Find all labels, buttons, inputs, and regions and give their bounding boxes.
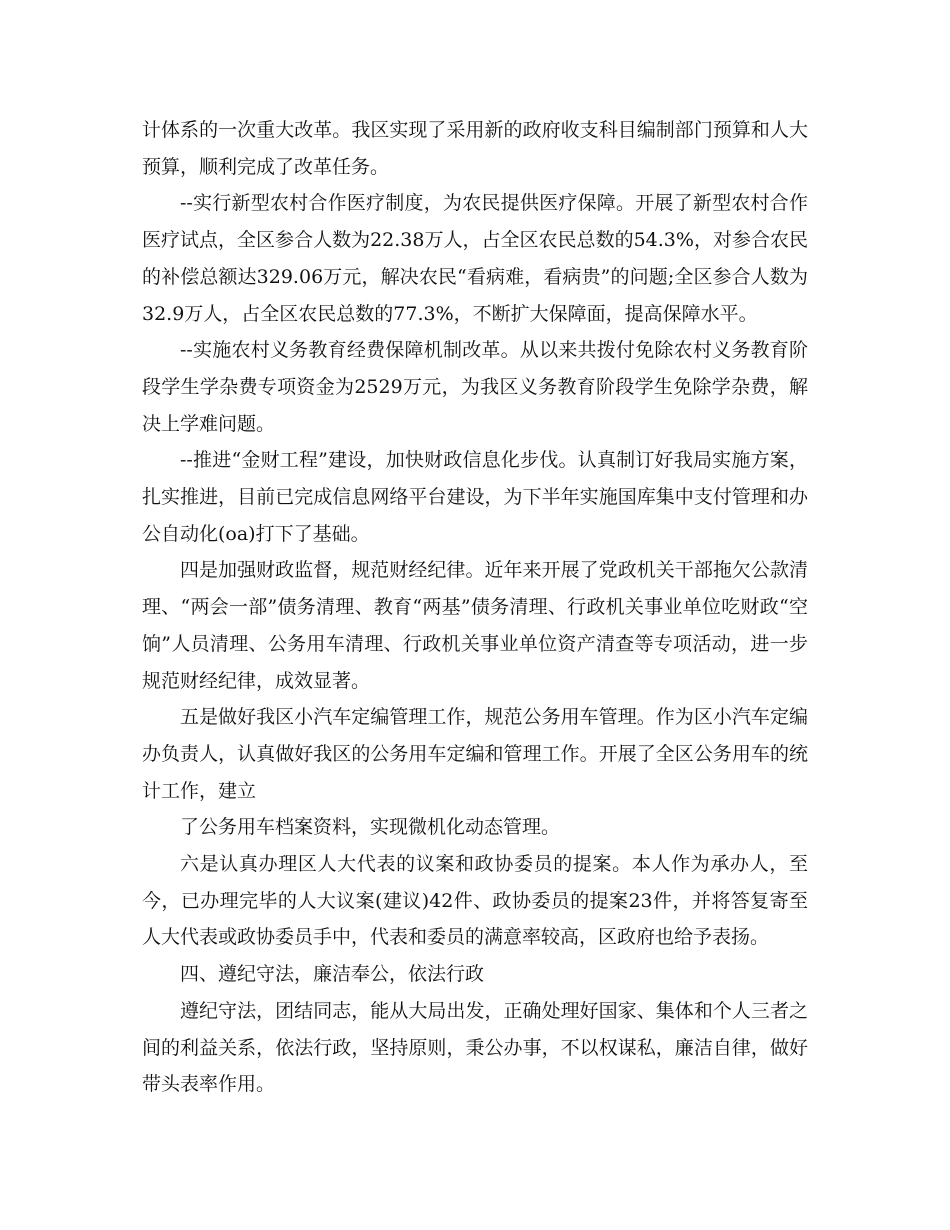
paragraph-vehicle-management: 五是做好我区小汽车定编管理工作，规范公务用车管理。作为区小汽车定编办负责人，认真做好我区的公务用车定编和管理工作。开展了全区公务用车的统计工作，建立 xyxy=(142,706,808,802)
section-heading-discipline: 四、遵纪守法，廉洁奉公，依法行政 xyxy=(180,963,485,986)
paragraph-financial-supervision: 四是加强财政监督，规范财经纪律。近年来开展了党政机关干部拖欠公款清理、“两会一部”债务清理、教育“两基”债务清理、行政机关事业单位吃财政“空饷”人员清理、公务用车清理、行政机关事业单位资产清查等专项活动，进一步规范财经纪律，成效显著。 xyxy=(142,559,808,692)
paragraph-rural-education: --实施农村义务教育经费保障机制改革。从以来共拨付免除农村义务教育阶段学生学杂费专项资金为2529万元，为我区义务教育阶段学生免除学杂费，解决上学难问题。 xyxy=(142,339,808,435)
document-body xyxy=(142,112,808,1103)
paragraph-rural-medical: --实行新型农村合作医疗制度，为农民提供医疗保障。开展了新型农村合作医疗试点，全区参合人数为22.38万人，占全区农民总数的54.3%，对参合农民的补偿总额达329.06万元，解决农民“看病难，看病贵”的问题;全区参合人数为32.9万人，占全区农民总数的77.3%，不断扩大保障面，提高保障水平。 xyxy=(142,192,808,325)
paragraph-proposals: 六是认真办理区人大代表的议案和政协委员的提案。本人作为承办人，至今，已办理完毕的人大议案(建议)42件、政协委员的提案23件，并将答复寄至人大代表或政协委员手中，代表和委员的满意率较高，区政府也给予表扬。 xyxy=(142,853,808,949)
paragraph-golden-finance: --推进“金财工程”建设，加快财政信息化步伐。认真制订好我局实施方案，扎实推进，目前已完成信息网络平台建设，为下半年实施国库集中支付管理和办公自动化(oa)打下了基础。 xyxy=(142,449,808,545)
paragraph-discipline: 遵纪守法，团结同志，能从大局出发，正确处理好国家、集体和个人三者之间的利益关系，依法行政，坚持原则，秉公办事，不以权谋私，廉洁自律，做好带头表率作用。 xyxy=(142,999,808,1096)
paragraph-reform-continuation: 计体系的一次重大改革。我区实现了采用新的政府收支科目编制部门预算和人大预算，顺利完成了改革任务。 xyxy=(142,119,808,178)
paragraph-vehicle-archive: 了公务用车档案资料，实现微机化动态管理。 xyxy=(180,816,561,839)
